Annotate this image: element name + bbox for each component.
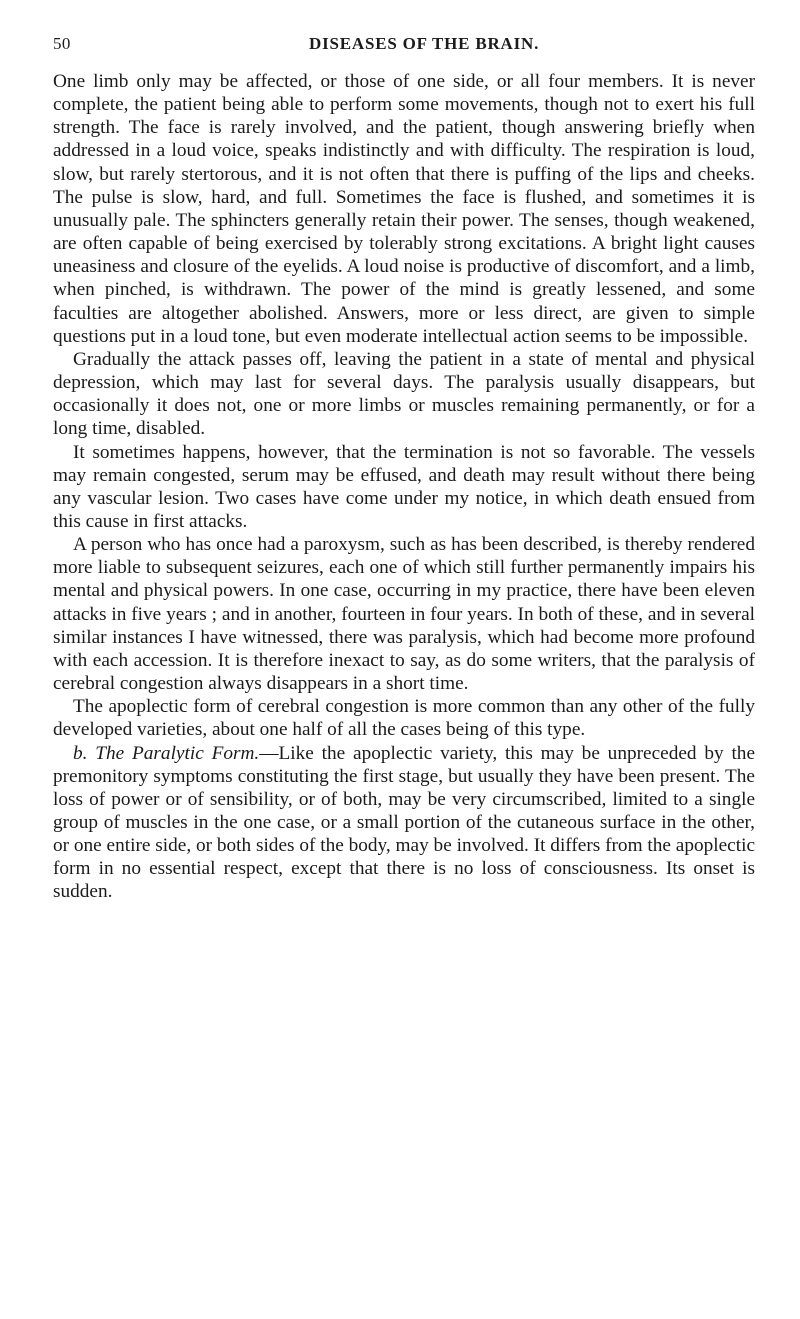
- paragraph-subsequent-seizures: A person who has once had a paroxysm, such as has been described, is thereby rendered more liable to subsequent seizures, each one of which still further permanently impairs his mental and physical powers. In one case, occurring in my practice, there have been eleven attacks in five years ; and in another, fourteen in four years. In both of these, and in several similar instances I have witnessed, there was paralysis, which had become more profound with each accession. It is therefore inexact to say, as do some writers, that the paralysis of cerebral congestion always disappears in a short time.: [53, 534, 755, 695]
- paragraph-unfavorable-termination: It sometimes happens, however, that the termination is not so favorable. The vessels may remain congested, serum may be effused, and death may result without there being any vascular lesion. Two cases have come under my notice, in which death ensued from this cause in first attacks.: [53, 441, 755, 532]
- body-text: [53, 70, 755, 904]
- section-heading-paralytic-form: b. The Paralytic Form.: [73, 742, 260, 764]
- running-head: DISEASES OF THE BRAIN.: [309, 34, 540, 53]
- book-page: [53, 28, 755, 904]
- paragraph-apoplectic-frequency: The apoplectic form of cerebral congestion is more common than any other of the fully developed varieties, about one half of all the cases being of this type.: [53, 696, 755, 741]
- page-number: 50: [53, 34, 71, 53]
- paragraph-paralytic-form: [53, 742, 755, 904]
- section-text-paralytic-form: —Like the apoplectic variety, this may be unpreceded by the premonitory symptoms constituting the first stage, but usually they have been present. The loss of power or of sensibility, or of both, may be very circumscribed, limited to a single group of muscles in the one case, or a small portion of the cutaneous surface in the other, or one entire side, or both sides of the body, may be involved. It differs from the apoplectic form in no essential respect, except that there is no loss of consciousness. Its onset is sudden.: [53, 742, 756, 903]
- paragraph-continued: One limb only may be affected, or those of one side, or all four members. It is never complete, the patient being able to perform some movements, though not to exert his full strength. The face is rarely involved, and the patient, though answering briefly when addressed in a loud voice, speaks indistinctly and with difficulty. The respiration is loud, slow, but rarely stertorous, and it is not often that there is puffing of the lips and cheeks. The pulse is slow, hard, and full. Sometimes the face is flushed, and sometimes it is unusually pale. The sphincters generally retain their power. The senses, though weakened, are often capable of being exercised by tolerably strong excitations. A bright light causes uneasiness and closure of the eyelids. A loud noise is productive of discomfort, and a limb, when pinched, is withdrawn. The power of the mind is greatly lessened, and some faculties are altogether abolished. Answers, more or less direct, are given to simple questions put in a loud tone, but even moderate intellectual action seems to be impossible.: [53, 71, 755, 347]
- paragraph-recovery: Gradually the attack passes off, leaving the patient in a state of mental and physical depression, which may last for several days. The paralysis usually disappears, but occasionally it does not, one or more limbs or muscles remaining permanently, or for a long time, disabled.: [53, 348, 755, 440]
- page-header: [53, 28, 755, 60]
